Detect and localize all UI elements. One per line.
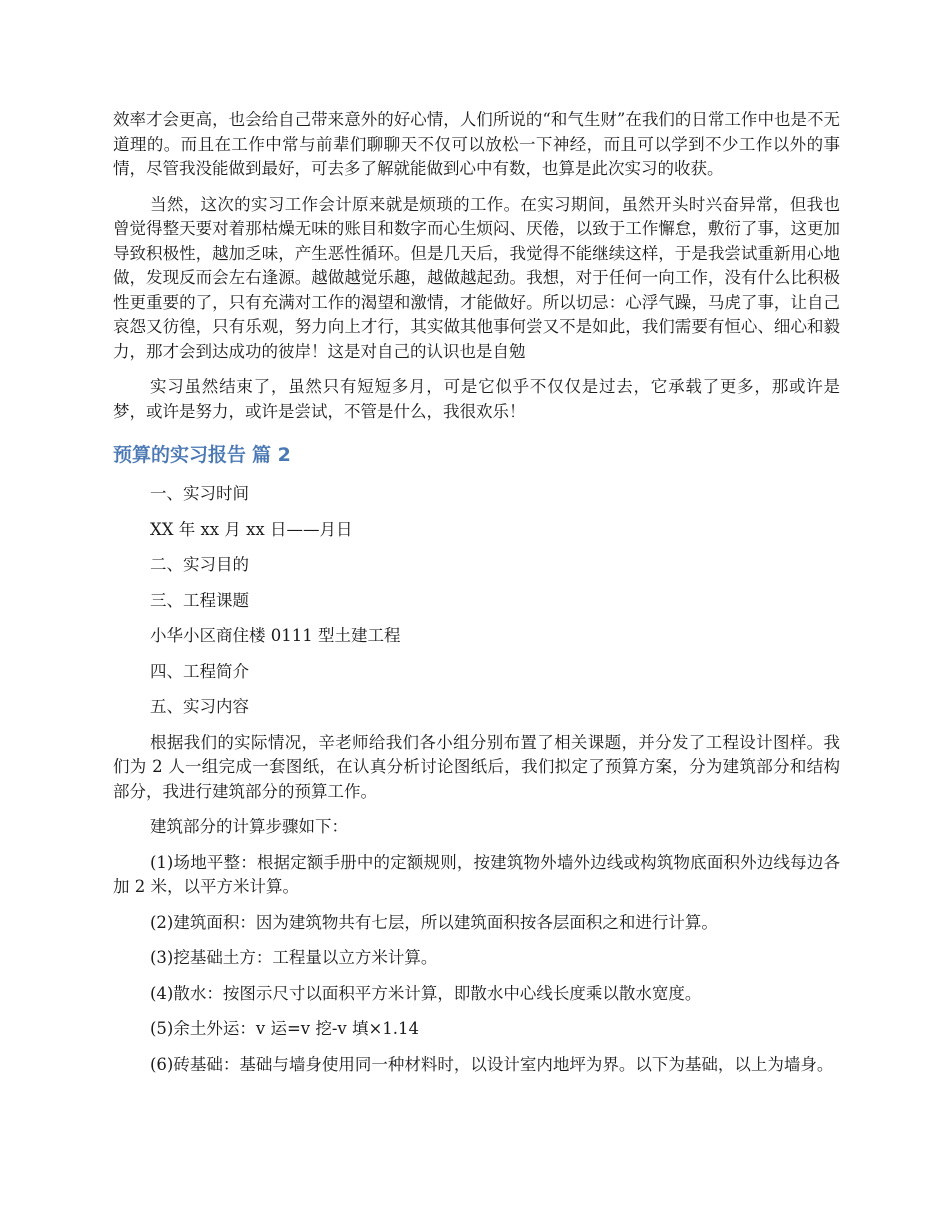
outline-item-project-topic: 三、工程课题 bbox=[150, 590, 249, 610]
calc-step: (2)建筑面积：因为建筑物共有七层，所以建筑面积按各层面积之和进行计算。 bbox=[150, 912, 718, 932]
outline-item-project-intro: 四、工程简介 bbox=[150, 661, 249, 681]
section-heading bbox=[113, 442, 840, 468]
calc-step: (5)余土外运：v 运=v 挖-v 填×1.14 bbox=[150, 1019, 420, 1038]
project-name: 小华小区商住楼 0111 型土建工程 bbox=[150, 626, 401, 645]
calc-step: (1)场地平整：根据定额手册中的定额规则，按建筑物外墙外边线或构筑物底面积外边线每边各加 2 米，以平方米计算。 bbox=[113, 852, 840, 896]
paragraph: 效率才会更高，也会给自己带来意外的好心情，人们所说的“和气生财”在我们的日常工作中也是不无道理的。而且在工作中常与前辈们聊聊天不仅可以放松一下神经，而且可以学到不少工作以外的事情，尽管我没能做到最好，可去多了解就能做到心中有数，也算是此次实习的收获。 bbox=[113, 110, 840, 178]
outline-item-purpose: 二、实习目的 bbox=[150, 555, 249, 574]
calc-step: (3)挖基础土方：工程量以立方米计算。 bbox=[150, 948, 438, 967]
calc-step: (6)砖基础：基础与墙身使用同一种材料时，以设计室内地坪为界。以下为基础，以上为墙身。 bbox=[150, 1054, 834, 1074]
calc-step: (4)散水：按图示尺寸以面积平方米计算，即散水中心线长度乘以散水宽度。 bbox=[150, 983, 702, 1003]
paragraph: 建筑部分的计算步骤如下： bbox=[150, 817, 348, 836]
internship-date: XX 年 xx 月 xx 日——月日 bbox=[150, 519, 353, 539]
section-title: 预算的实习报告 bbox=[113, 444, 247, 466]
section-part-number: 篇 2 bbox=[252, 444, 291, 466]
paragraph: 当然，这次的实习工作会计原来就是烦琐的工作。在实习期间，虽然开头时兴奋异常，但我也曾觉得整天要对着那枯燥无味的账目和数字而心生烦闷、厌倦，以致于工作懈怠，敷衍了事，这更加导致积极性，越加乏味，产生恶性循环。但是几天后，我觉得不能继续这样，于是我尝试重新用心地做，发现反而会左右逢源。越做越觉乐趣，越做越起劲。我想，对于任何一向工作，没有什么比积极性更重要的了，只有充满对工作的渴望和激情，才能做好。所以切忌：心浮气躁，马虎了事，让自己哀怨又彷徨，只有乐观，努力向上才行，其实做其他事何尝又不是如此，我们需要有恒心、细心和毅力，那才会到达成功的彼岸！这是对自己的认识也是自勉 bbox=[113, 194, 840, 361]
paragraph: 实习虽然结束了，虽然只有短短多月，可是它似乎不仅仅是过去，它承载了更多，那或许是梦，或许是努力，或许是尝试，不管是什么，我很欢乐！ bbox=[113, 377, 840, 421]
outline-item-time: 一、实习时间 bbox=[150, 484, 249, 503]
paragraph: 根据我们的实际情况，辛老师给我们各小组分别布置了相关课题，并分发了工程设计图样。我们为 2 人一组完成一套图纸，在认真分析讨论图纸后，我们拟定了预算方案，分为建筑部分和结构部分，我进行建筑部分的预算工作。 bbox=[113, 732, 840, 801]
document-content bbox=[113, 108, 840, 1088]
outline-item-content: 五、实习内容 bbox=[150, 697, 249, 716]
